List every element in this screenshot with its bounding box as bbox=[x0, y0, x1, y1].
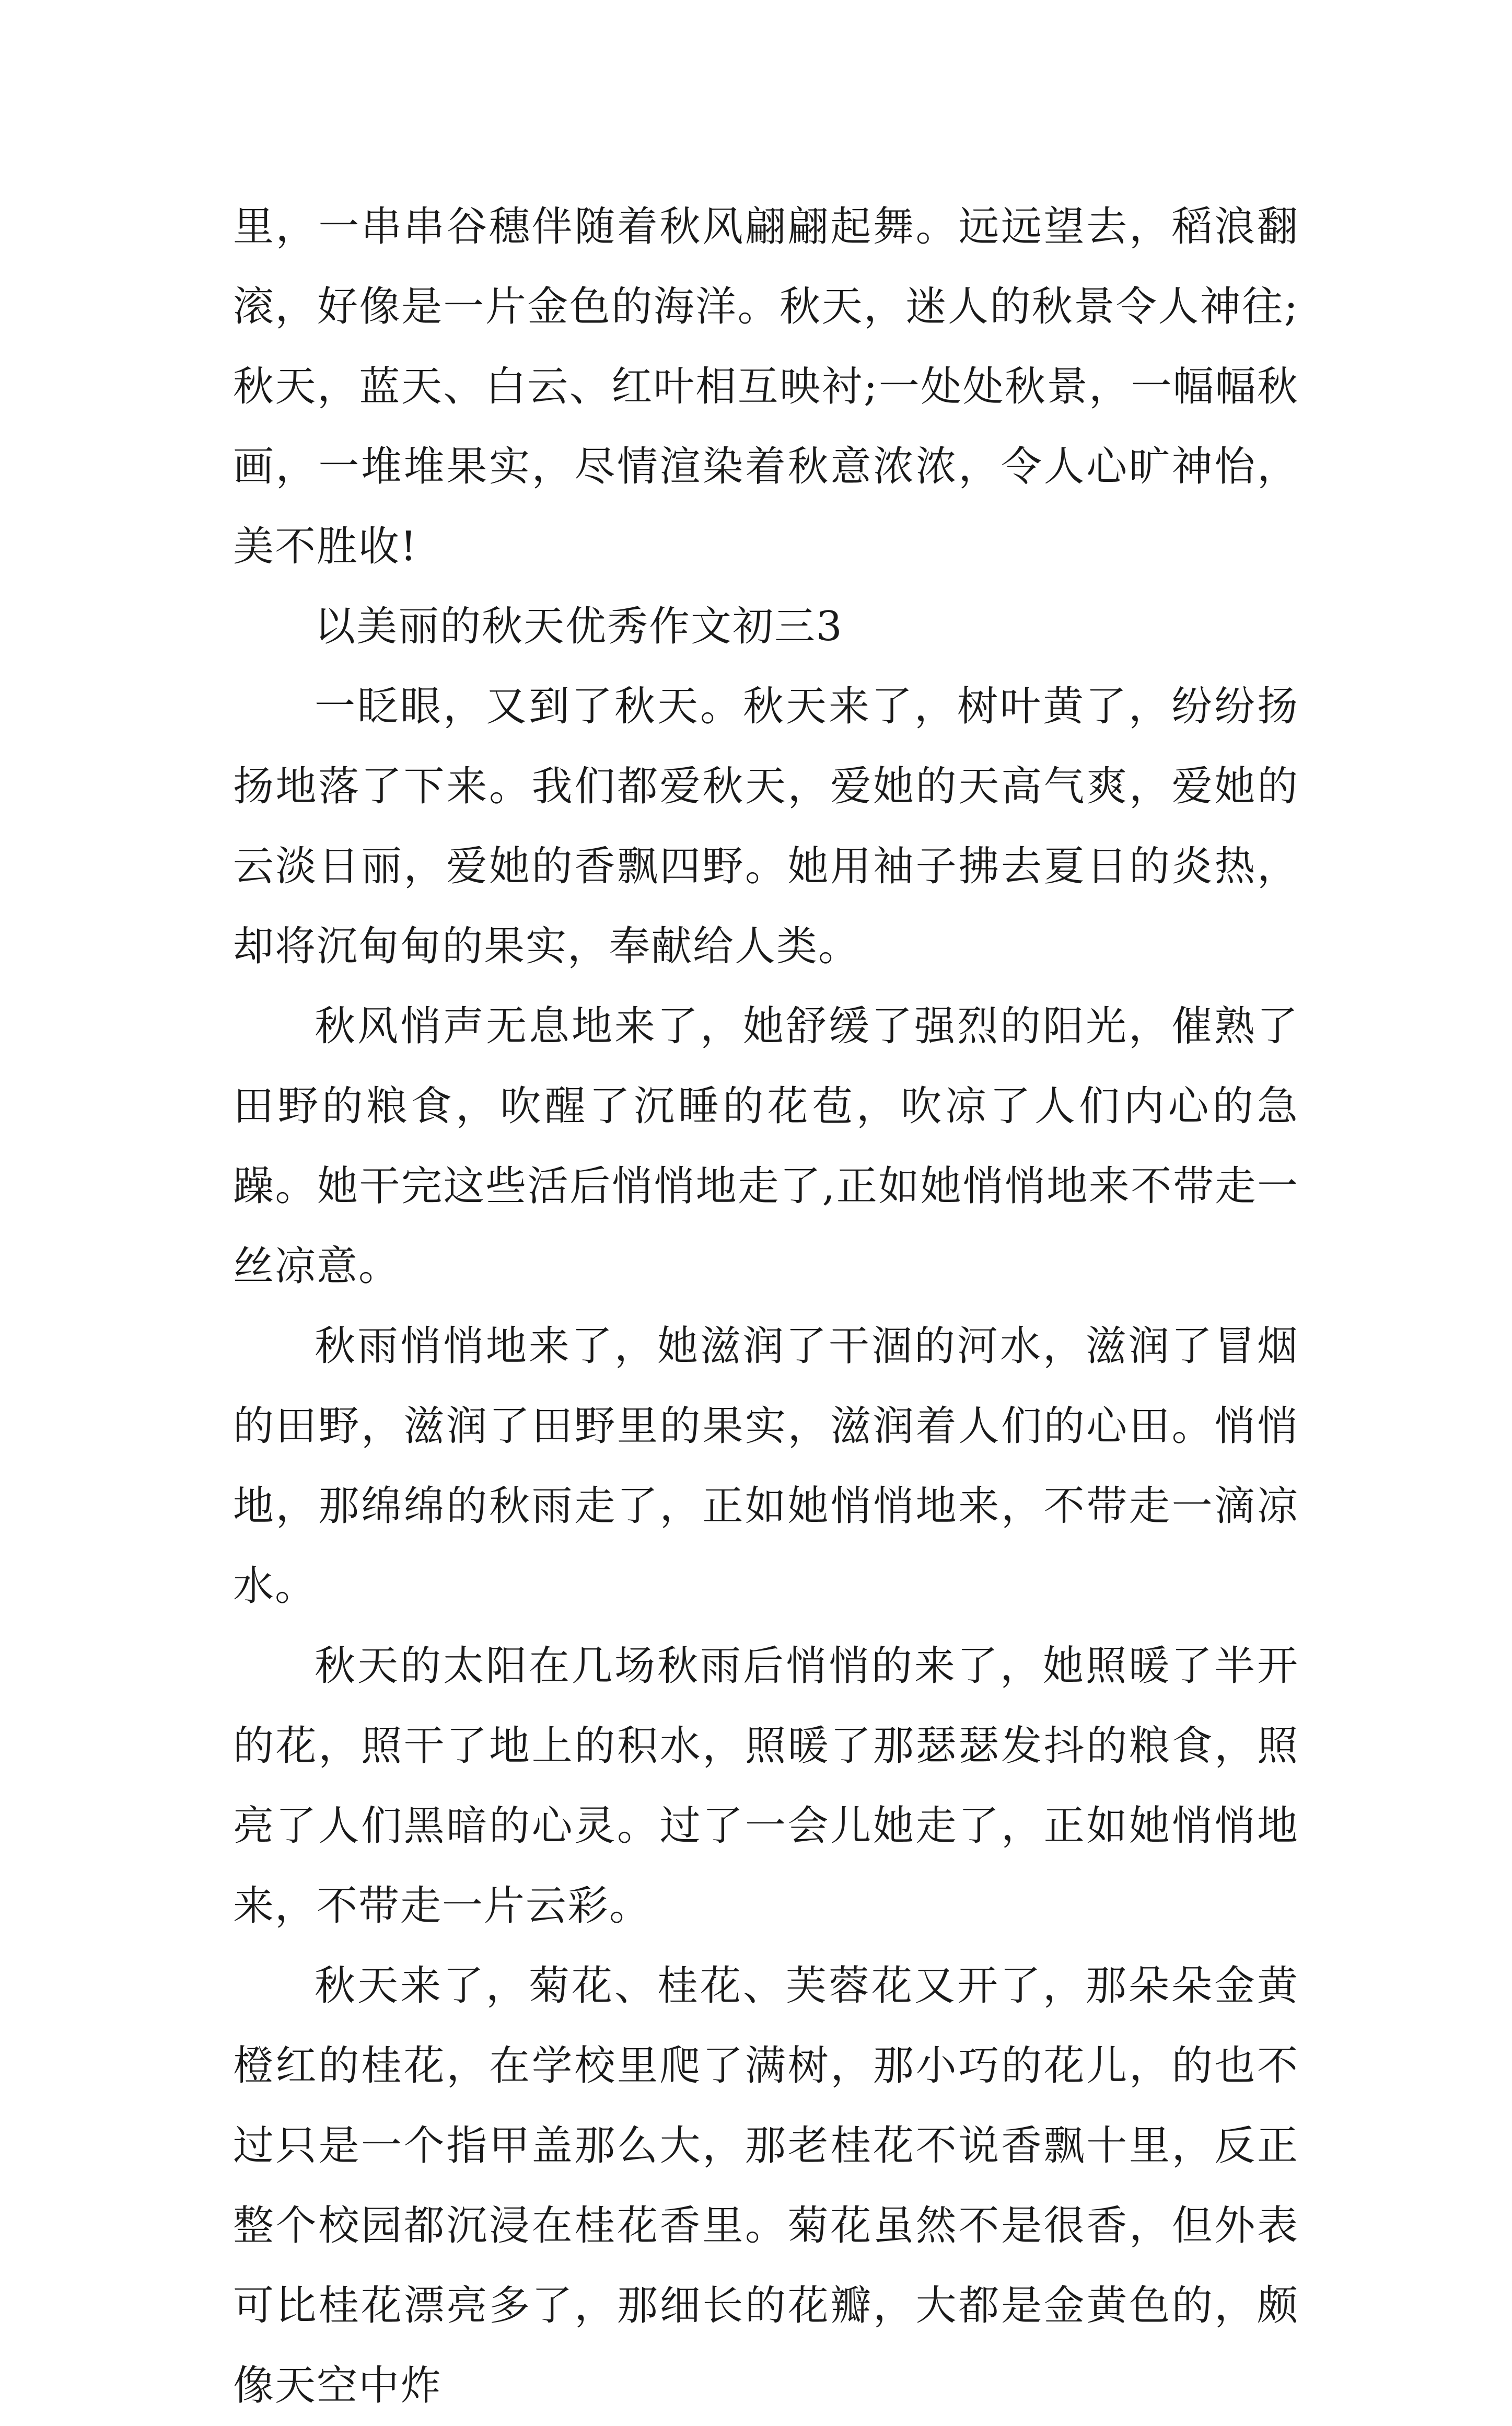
paragraph-3: 秋雨悄悄地来了，她滋润了干涸的河水，滋润了冒烟的田野，滋润了田野里的果实，滋润着人们的心田。悄悄地，那绵绵的秋雨走了，正如她悄悄地来，不带走一滴凉水。 bbox=[233, 1323, 1299, 1610]
section-heading: 以美丽的秋天优秀作文初三3 bbox=[315, 603, 843, 650]
paragraph-1: 一眨眼，又到了秋天。秋天来了，树叶黄了，纷纷扬扬地落了下来。我们都爱秋天，爱她的天高气爽，爱她的云淡日丽，爱她的香飘四野。她用袖子拂去夏日的炎热，却将沉甸甸的果实，奉献给人类。 bbox=[233, 683, 1299, 970]
paragraph-2: 秋风悄声无息地来了，她舒缓了强烈的阳光，催熟了田野的粮食，吹醒了沉睡的花苞，吹凉了人们内心的急躁。她干完这些活后悄悄地走了,正如她悄悄地来不带走一丝凉意。 bbox=[233, 1003, 1299, 1290]
document-body bbox=[233, 187, 1299, 2426]
paragraph-4: 秋天的太阳在几场秋雨后悄悄的来了，她照暖了半开的花，照干了地上的积水，照暖了那瑟瑟发抖的粮食，照亮了人们黑暗的心灵。过了一会儿她走了，正如她悄悄地来，不带走一片云彩。 bbox=[233, 1643, 1299, 1930]
paragraph-continued: 里，一串串谷穗伴随着秋风翩翩起舞。远远望去，稻浪翻滚，好像是一片金色的海洋。秋天，迷人的秋景令人神往;秋天，蓝天、白云、红叶相互映衬;一处处秋景，一幅幅秋画，一堆堆果实，尽情渲染着秋意浓浓，令人心旷神怡，美不胜收! bbox=[233, 203, 1299, 570]
paragraph-5: 秋天来了，菊花、桂花、芙蓉花又开了，那朵朵金黄橙红的桂花，在学校里爬了满树，那小巧的花儿，的也不过只是一个指甲盖那么大，那老桂花不说香飘十里，反正整个校园都沉浸在桂花香里。菊花虽然不是很香，但外表可比桂花漂亮多了，那细长的花瓣，大都是金黄色的，颇像天空中炸 bbox=[233, 1962, 1299, 2409]
